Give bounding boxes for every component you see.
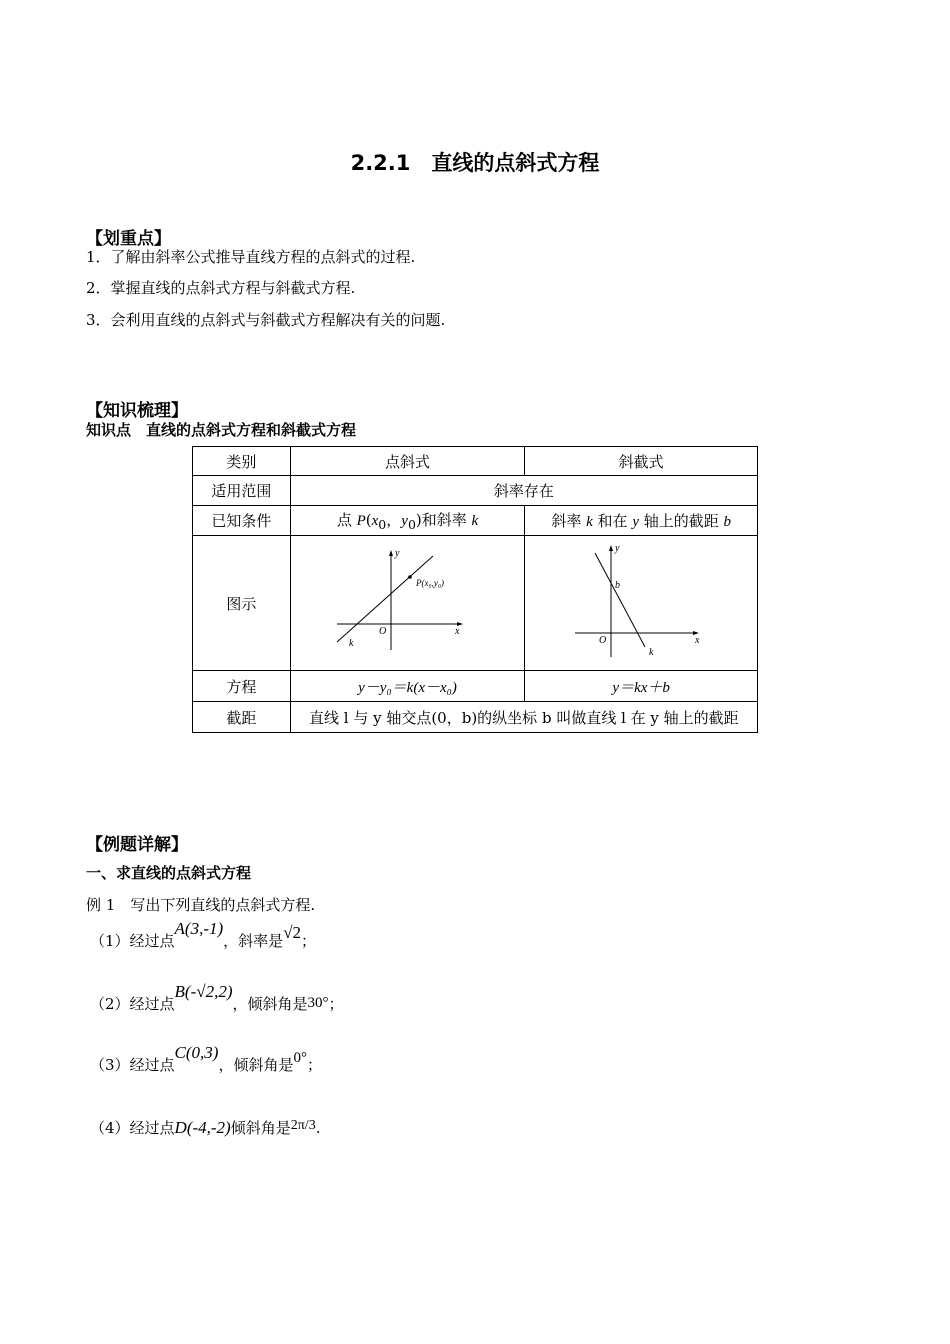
- key-point-item: 1．了解由斜率公式推导直线方程的点斜式的过程.: [86, 248, 416, 266]
- fig1-x-label: x: [454, 626, 459, 637]
- table-header-point-slope: 点斜式: [290, 447, 525, 476]
- section-heading-knowledge: 【知识梳理】: [86, 401, 188, 421]
- fig1-y-label: y: [394, 548, 399, 559]
- row-label-equation: 方程: [193, 671, 291, 702]
- fig1-point-label: P(x₀,y₀): [415, 578, 444, 588]
- key-point-item: 3．会利用直线的点斜式与斜截式方程解决有关的问题.: [86, 311, 446, 329]
- knowledge-table: [192, 446, 758, 733]
- row-label-intercept: 截距: [193, 702, 291, 733]
- condition-point-slope: 点 $P(x_0$，$y_0$)和斜率 k: [290, 506, 525, 536]
- fig2-y-label: y: [615, 543, 620, 554]
- fig2-origin: O: [599, 635, 607, 646]
- example-part-3: （3）经过点C(0,3)，倾斜角是0°；: [90, 1043, 322, 1074]
- example-part-2: （2）经过点B(-√2,2)，倾斜角是30°；: [90, 982, 344, 1013]
- fig2-x-label: x: [695, 635, 700, 646]
- intercept-definition: 直线 l 与 y 轴交点(0，b)的纵坐标 b 叫做直线 l 在 y 轴上的截距: [290, 702, 757, 733]
- key-point-item: 2．掌握直线的点斜式方程与斜截式方程.: [86, 279, 356, 297]
- figure-slope-intercept: [525, 536, 758, 671]
- equation-slope-intercept: y＝kx＋b: [525, 671, 758, 702]
- knowledge-subheading: 知识点 直线的点斜式方程和斜截式方程: [86, 421, 357, 439]
- point-slope-graph: [333, 546, 483, 656]
- fig1-origin: O: [378, 626, 386, 637]
- condition-slope-intercept: 斜率 k 和在 y 轴上的截距 b: [525, 506, 758, 536]
- scope-cell: 斜率存在: [290, 476, 757, 506]
- table-header-slope-intercept: 斜截式: [525, 447, 758, 476]
- fig2-b-label: b: [615, 580, 621, 591]
- page-title: 2.2.1 直线的点斜式方程: [350, 151, 600, 175]
- example-part-1: （1）经过点A(3,-1)，斜率是√2；: [90, 919, 317, 950]
- figure-point-slope: [290, 536, 525, 671]
- section-heading-key-points: 【划重点】: [86, 229, 171, 249]
- example-part-4: （4）经过点D(-4,-2)倾斜角是2π/3.: [90, 1118, 321, 1137]
- row-label-figure: 图示: [193, 536, 291, 671]
- row-label-condition: 已知条件: [193, 506, 291, 536]
- table-header-category: 类别: [193, 447, 291, 476]
- row-label-scope: 适用范围: [193, 476, 291, 506]
- section-heading-examples: 【例题详解】: [86, 835, 188, 855]
- fig2-k-label: k: [649, 647, 654, 658]
- slope-intercept-graph: [571, 541, 711, 661]
- equation-point-slope: y－y₀＝k(x－x₀): [290, 671, 525, 702]
- examples-subheading: 一、求直线的点斜式方程: [86, 864, 252, 882]
- example-1-prompt: 例 1 写出下列直线的点斜式方程.: [86, 896, 316, 914]
- fig1-k-label: k: [348, 638, 353, 649]
